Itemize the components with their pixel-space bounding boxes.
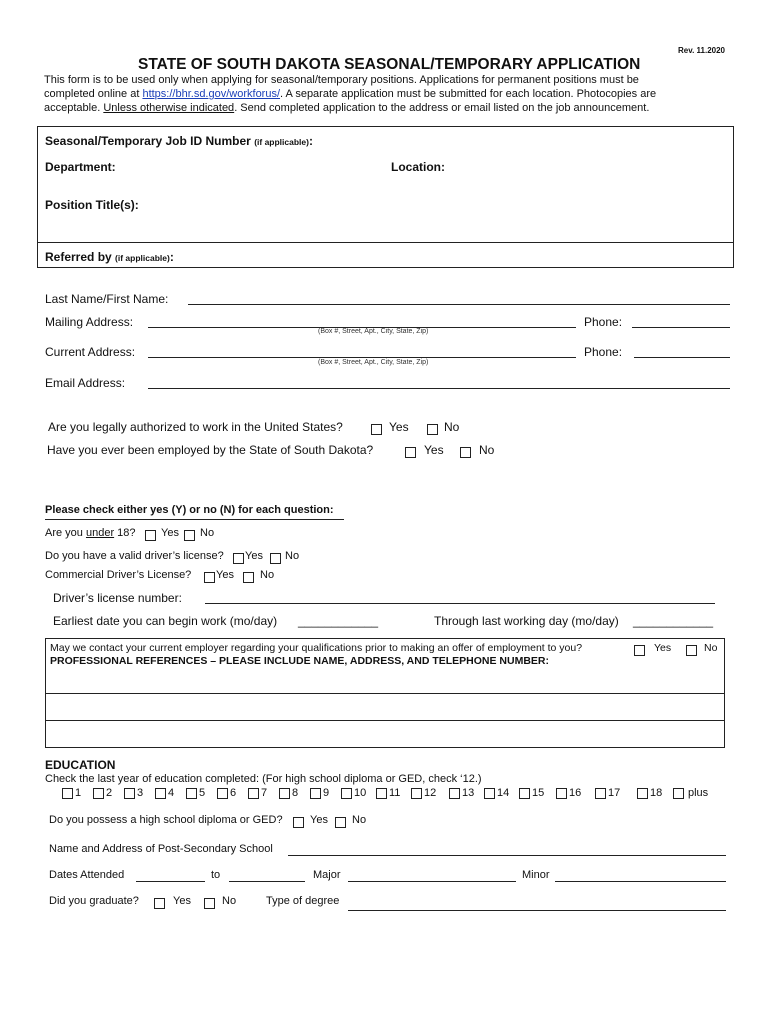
education-year-6-checkbox[interactable] — [217, 788, 228, 801]
education-heading: EDUCATION — [45, 758, 116, 772]
job-id-label — [45, 134, 313, 148]
education-year-4-checkbox[interactable] — [155, 788, 166, 801]
divider — [37, 242, 734, 243]
education-year-17-checkbox[interactable] — [595, 788, 606, 801]
under18-yes-label: Yes — [161, 527, 179, 539]
employed-yes-label: Yes — [424, 443, 444, 457]
under18-text: Are you — [45, 527, 86, 539]
education-year-label: 16 — [569, 787, 582, 799]
mailing-address-hint: (Box #, Street, Apt., City, State, Zip) — [318, 328, 429, 335]
dates-attended-label: Dates Attended — [49, 869, 125, 881]
education-year-16-checkbox[interactable] — [556, 788, 567, 801]
education-year-1-checkbox[interactable] — [62, 788, 73, 801]
postsecondary-field[interactable] — [288, 855, 726, 856]
education-year-label: 7 — [261, 787, 268, 799]
earliest-date-field[interactable]: ____________ — [298, 614, 379, 628]
referred-text: Referred by — [45, 250, 112, 264]
reference-row-divider — [45, 693, 725, 694]
cdl-question: Commercial Driver’s License? — [45, 569, 192, 581]
authorized-yes-label: Yes — [389, 420, 409, 434]
form-title: STATE OF SOUTH DAKOTA SEASONAL/TEMPORARY APPLICATION — [138, 56, 641, 73]
diploma-no-checkbox[interactable] — [335, 814, 346, 832]
education-year-11-checkbox[interactable] — [376, 788, 387, 801]
intro-text: . Send completed application to the address or email listed on the job announcement. — [234, 102, 650, 114]
under18-underlined: under — [85, 527, 115, 539]
education-plus-label: plus — [688, 787, 709, 799]
education-year-label: 9 — [323, 787, 330, 799]
through-date-field[interactable]: ____________ — [633, 614, 714, 628]
education-year-label: 3 — [137, 787, 144, 799]
name-field[interactable] — [188, 304, 730, 305]
education-year-label: 14 — [497, 787, 510, 799]
under18-question — [45, 527, 136, 539]
education-year-label: 2 — [106, 787, 113, 799]
education-year-5-checkbox[interactable] — [186, 788, 197, 801]
dates-to-label: to — [211, 869, 221, 881]
education-year-label: 18 — [650, 787, 663, 799]
diploma-yes-label: Yes — [310, 814, 328, 826]
diploma-no-label: No — [352, 814, 367, 826]
email-label: Email Address: — [45, 376, 126, 390]
education-year-label: 4 — [168, 787, 175, 799]
workforus-link[interactable]: https://bhr.sd.gov/workforus/ — [142, 88, 281, 100]
mailing-phone-label: Phone: — [584, 315, 623, 329]
authorized-no-label: No — [444, 420, 460, 434]
education-year-label: 15 — [532, 787, 545, 799]
reference-1-field[interactable] — [50, 669, 720, 691]
intro-text: completed online at — [44, 88, 143, 100]
referred-by-label — [45, 250, 174, 264]
education-year-2-checkbox[interactable] — [93, 788, 104, 801]
yn-heading: Please check either yes (Y) or no (N) for each question: — [45, 504, 334, 516]
license-no-label: No — [285, 550, 300, 562]
colon: : — [308, 134, 313, 148]
graduate-question: Did you graduate? — [49, 895, 139, 907]
education-year-label: 5 — [199, 787, 206, 799]
major-field[interactable] — [348, 881, 516, 882]
contact-yes-label: Yes — [654, 642, 672, 654]
name-label: Last Name/First Name: — [45, 292, 169, 306]
education-year-label: 1 — [75, 787, 82, 799]
minor-field[interactable] — [555, 881, 726, 882]
education-year-9-checkbox[interactable] — [310, 788, 321, 801]
education-year-8-checkbox[interactable] — [279, 788, 290, 801]
education-year-label: 8 — [292, 787, 299, 799]
current-address-label: Current Address: — [45, 345, 136, 359]
references-heading: PROFESSIONAL REFERENCES – PLEASE INCLUDE NAME, ADDRESS, AND TELEPHONE NUMBER: — [50, 655, 549, 667]
education-year-label: 10 — [354, 787, 367, 799]
dates-from-field[interactable] — [136, 881, 205, 882]
if-applicable-note: (if applicable) — [254, 137, 309, 147]
education-year-3-checkbox[interactable] — [124, 788, 135, 801]
education-year-7-checkbox[interactable] — [248, 788, 259, 801]
reference-row-divider — [45, 720, 725, 721]
under18-no-checkbox[interactable] — [184, 527, 195, 545]
current-address-field[interactable] — [148, 357, 576, 358]
major-label: Major — [313, 869, 341, 881]
employed-yes-checkbox[interactable] — [405, 444, 416, 462]
employed-no-checkbox[interactable] — [460, 444, 471, 462]
education-year-15-checkbox[interactable] — [519, 788, 530, 801]
cdl-yes-label: Yes — [216, 569, 234, 581]
under18-yes-checkbox[interactable] — [145, 527, 156, 545]
intro-line-1: This form is to be used only when applying for seasonal/temporary positions. Applications for permanent positions must be — [44, 74, 639, 86]
authorized-yes-checkbox[interactable] — [371, 421, 382, 439]
license-yes-label: Yes — [245, 550, 263, 562]
earliest-date-label: Earliest date you can begin work (mo/day) — [53, 614, 278, 628]
employed-question: Have you ever been employed by the State of South Dakota? — [47, 443, 374, 457]
location-label: Location: — [391, 160, 445, 174]
license-no-checkbox[interactable] — [270, 550, 281, 568]
education-year-13-checkbox[interactable] — [449, 788, 460, 801]
cdl-no-label: No — [260, 569, 275, 581]
minor-label: Minor — [522, 869, 550, 881]
position-title-label: Position Title(s): — [45, 198, 139, 212]
intro-text: acceptable. — [44, 102, 104, 114]
graduate-yes-checkbox[interactable] — [154, 895, 165, 913]
authorized-no-checkbox[interactable] — [427, 421, 438, 439]
contact-no-label: No — [704, 642, 718, 654]
education-year-label: 17 — [608, 787, 621, 799]
if-applicable-note: (if applicable) — [115, 253, 170, 263]
contact-yes-checkbox[interactable] — [634, 642, 645, 660]
reference-2-field[interactable] — [50, 696, 720, 718]
license-number-field[interactable] — [205, 603, 715, 604]
current-phone-label: Phone: — [584, 345, 623, 359]
graduate-no-label: No — [222, 895, 237, 907]
current-phone-field[interactable] — [634, 357, 730, 358]
current-address-hint: (Box #, Street, Apt., City, State, Zip) — [318, 359, 429, 366]
job-id-text: Seasonal/Temporary Job ID Number — [45, 134, 251, 148]
education-year-label: 6 — [230, 787, 237, 799]
degree-type-label: Type of degree — [266, 895, 340, 907]
education-plus-checkbox[interactable] — [673, 788, 684, 801]
license-question: Do you have a valid driver’s license? — [45, 550, 224, 562]
license-yes-checkbox[interactable] — [233, 550, 244, 568]
through-date-label: Through last working day (mo/day) — [434, 614, 619, 628]
diploma-yes-checkbox[interactable] — [293, 814, 304, 832]
yn-heading-underline — [45, 519, 344, 520]
dates-to-field[interactable] — [229, 881, 305, 882]
intro-text: . A separate application must be submitted for each location. Photocopies are — [280, 88, 657, 100]
education-year-label: 13 — [462, 787, 475, 799]
reference-3-field[interactable] — [50, 723, 720, 745]
under18-no-label: No — [200, 527, 215, 539]
mailing-address-label: Mailing Address: — [45, 315, 134, 329]
contact-employer-question: May we contact your current employer regarding your qualifications prior to making an offer of employment to you? — [50, 642, 583, 654]
mailing-phone-field[interactable] — [632, 327, 730, 328]
diploma-question: Do you possess a high school diploma or GED? — [49, 814, 283, 826]
under18-text: 18? — [114, 527, 136, 539]
license-number-label: Driver’s license number: — [53, 591, 182, 605]
graduate-yes-label: Yes — [173, 895, 191, 907]
education-year-14-checkbox[interactable] — [484, 788, 495, 801]
education-year-label: 12 — [424, 787, 437, 799]
authorized-question: Are you legally authorized to work in the United States? — [48, 420, 343, 434]
education-instruction: Check the last year of education completed: (For high school diploma or GED, check ‘12.) — [45, 773, 482, 785]
education-year-18-checkbox[interactable] — [637, 788, 648, 801]
graduate-no-checkbox[interactable] — [204, 895, 215, 913]
intro-line-2 — [44, 88, 656, 100]
education-year-12-checkbox[interactable] — [411, 788, 422, 801]
intro-text-underlined: Unless otherwise indicated — [103, 102, 235, 114]
department-label: Department: — [45, 160, 116, 174]
employed-no-label: No — [479, 443, 495, 457]
colon: : — [169, 250, 174, 264]
postsecondary-label: Name and Address of Post-Secondary School — [49, 843, 273, 855]
education-year-10-checkbox[interactable] — [341, 788, 352, 801]
revision-label: Rev. 11.2020 — [678, 46, 726, 55]
contact-no-checkbox[interactable] — [686, 642, 697, 660]
cdl-yes-checkbox[interactable] — [204, 569, 215, 587]
education-year-label: 11 — [389, 787, 401, 799]
degree-type-field[interactable] — [348, 910, 726, 911]
cdl-no-checkbox[interactable] — [243, 569, 254, 587]
intro-line-3 — [44, 102, 649, 114]
email-field[interactable] — [148, 388, 730, 389]
